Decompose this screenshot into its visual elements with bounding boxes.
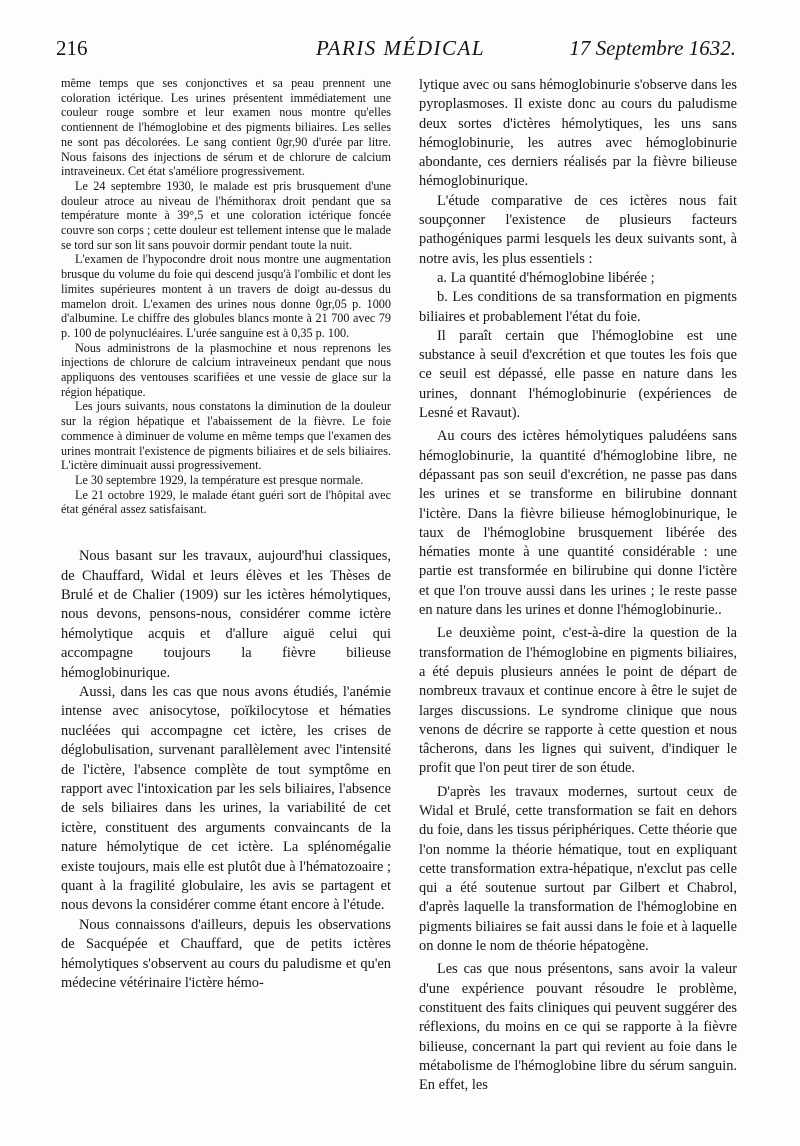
- body-paragraph: Au cours des ictères hémolytiques paludéens sans hémoglobinurie, la quantité d'hémoglobine libre, ne dépassant pas son seuil d'excrétion, ne passe pas dans les urines et se transforme en bilirubine donnant l'ictère. Dans la fièvre bilieuse hémoglobinurique, le taux de l'hémoglobine brusquement libérée des hématies monte à une quantité considérable : une partie est transformée en bilirubine qui donne l'ictère et que l'on trouve aussi dans les urines ; le reste passe en nature dans les urines et donne l'hémoglobinurie..: [419, 428, 737, 619]
- case-paragraph: Nous administrons de la plasmochine et nous reprenons les injections de chlorure de calcium intraveineux pendant que nous appliquons des ventouses scarifiées et une vessie de glace sur la région hépatique.: [61, 340, 391, 399]
- case-report-block: [61, 76, 391, 517]
- case-paragraph: Le 24 septembre 1930, le malade est pris brusquement d'une douleur atroce au niveau de l'hémithorax droit pendant que sa température monte à 39°,5 et une coloration ictérique foncée couvre son corps ; cette douleur est tellement intense que le malade se tord sur son lit sans pouvoir dormir pendant toute la nuit.: [61, 178, 391, 252]
- journal-title: PARIS MÉDICAL: [316, 36, 486, 60]
- page-number: 216: [56, 36, 88, 60]
- body-paragraph: Le deuxième point, c'est-à-dire la question de la transformation de l'hémoglobine en pigments biliaires, a été depuis plusieurs années le point de départ de nombreux travaux et continue encore à être le sujet de larges discussions. Le syndrome clinique que nous venons de décrire se rapporte à cette question et nous tâcherons, dans les lignes qui suivent, d'indiquer le profit que l'on peut tirer de son étude.: [419, 625, 737, 777]
- issue-date: 17 Septembre 1632.: [569, 36, 736, 60]
- case-paragraph: Les jours suivants, nous constatons la diminution de la douleur sur la région hépatique et l'abaissement de la fièvre. Le foie commence à diminuer de volume en même temps que l'examen des urines montrait l'existence de pigments biliaires et de sels biliaires. L'ictère diminuait aussi progressivement.: [61, 399, 391, 473]
- body-paragraph: Nous basant sur les travaux, aujourd'hui classiques, de Chauffard, Widal et leurs élèves et les Thèses de Brulé et de Chalier (1909) sur les ictères hémolytiques, nous devons, pensons-nous, considérer comme ictère hémolytique acquis et d'allure aiguë celui qui accompagne toujours la fièvre bilieuse hémoglobinurique.: [61, 548, 391, 681]
- case-paragraph: même temps que ses conjonctives et sa peau prennent une coloration ictérique. Les urines présentent immédiatement une couleur rouge sombre et leur examen nous montre qu'elles contiennent de l'hémoglobine et des pigments biliaires. Les selles ne sont pas décolorées. Le sang contient 0gr,90 d'urée par litre. Nous faisons des injections de sérum et de chlorure de calcium intraveineux. Cet état s'améliore progressivement.: [61, 76, 391, 179]
- body-paragraph: D'après les travaux modernes, surtout ceux de Widal et Brulé, cette transformation se fait en dehors du foie, dans les tissus périphériques. Cette théorie que l'on nomme la théorie hématique, tout en expliquant cette transformation extra-hépatique, n'exclut pas celle qui a été soutenue surtout par Gilbert et Chabrol, d'après laquelle la transformation de l'hémoglobine en pigments biliaires se fait aussi dans le foie et à laquelle on donne le nom de théorie hépatogène.: [419, 783, 737, 955]
- list-item: b. Les conditions de sa transformation en pigments biliaires et probablement l'état du foie.: [419, 289, 737, 325]
- left-column: [61, 76, 391, 993]
- body-paragraph: Aussi, dans les cas que nous avons étudiés, l'anémie intense avec anisocytose, poïkilocytose et hématies nucléées qui accompagne cet ictère, les crises de déglobulisation, survenant parallèlement avec l'intensité de l'ictère, l'absence complète de tout symptôme en rapport avec l'intoxication par les sels biliaires, l'absence de sels biliaires dans les urines, la variabilité de cet ictère, constituent des arguments convaincants de la nature hémolytique de cet ictère. La splénomégalie existe toujours, mais elle est plutôt due à l'hématozoaire ; quant à la fragilité globulaire, les avis se partagent et nous devons la considérer comme étant encore à l'étude.: [61, 683, 391, 914]
- body-paragraph: Nous connaissons d'ailleurs, depuis les observations de Sacquépée et Chauffard, que de petits ictères hémolytiques s'observent au cours du paludisme et qu'en médecine vétérinaire l'ictère hémo-: [61, 916, 391, 992]
- body-paragraph: lytique avec ou sans hémoglobinurie s'observe dans les pyroplasmoses. Il existe donc au cours du paludisme deux sortes d'ictères hémolytiques, les uns sans hémoglobinurie, les autres avec hémoglobinurie abondante, ces derniers réalisés par la fièvre bilieuse hémoglobinurique.: [419, 77, 737, 190]
- right-column: [419, 76, 737, 1095]
- body-paragraph: Il paraît certain que l'hémoglobine est une substance à seuil d'excrétion et que toutes les fois que ce seuil est dépassé, elle passe en nature dans les urines, donnant l'hémoglobinurie (expériences de Lesné et Ravaut).: [419, 327, 737, 422]
- body-paragraph: Les cas que nous présentons, sans avoir la valeur d'une expérience pouvant résoudre le problème, constituent des faits cliniques qui peuvent suggérer des réflexions, du moins en ce qui se rapporte à la fièvre bilieuse, concernant la part qui revient au foie dans le métabolisme de l'hémoglobine libre du sérum sanguin. En effet, les: [419, 961, 737, 1094]
- discussion-block: [61, 547, 391, 993]
- list-item: a. La quantité d'hémoglobine libérée ;: [437, 269, 655, 286]
- page-header: [56, 36, 736, 66]
- case-paragraph: Le 21 octobre 1929, le malade étant guéri sort de l'hôpital avec état général assez satisfaisant.: [61, 487, 391, 517]
- case-paragraph: L'examen de l'hypocondre droit nous montre une augmentation brusque du volume du foie qui descend jusqu'à l'ombilic et dont les limites supérieures montent à un travers de doigt au-dessus du mamelon droit. L'examen des urines nous donne 0gr,05 p. 1000 d'albumine. Le chiffre des globules blancs monte à 21 700 avec 79 p. 100 de polynucléaires. L'urée sanguine est à 0,35 p. 100.: [61, 252, 391, 340]
- case-paragraph: Le 30 septembre 1929, la température est presque normale.: [75, 472, 364, 487]
- body-paragraph: L'étude comparative de ces ictères nous fait soupçonner l'existence de plusieurs facteurs pathogéniques parmi lesquels les deux suivants sont, à notre avis, les plus essentiels :: [419, 192, 737, 267]
